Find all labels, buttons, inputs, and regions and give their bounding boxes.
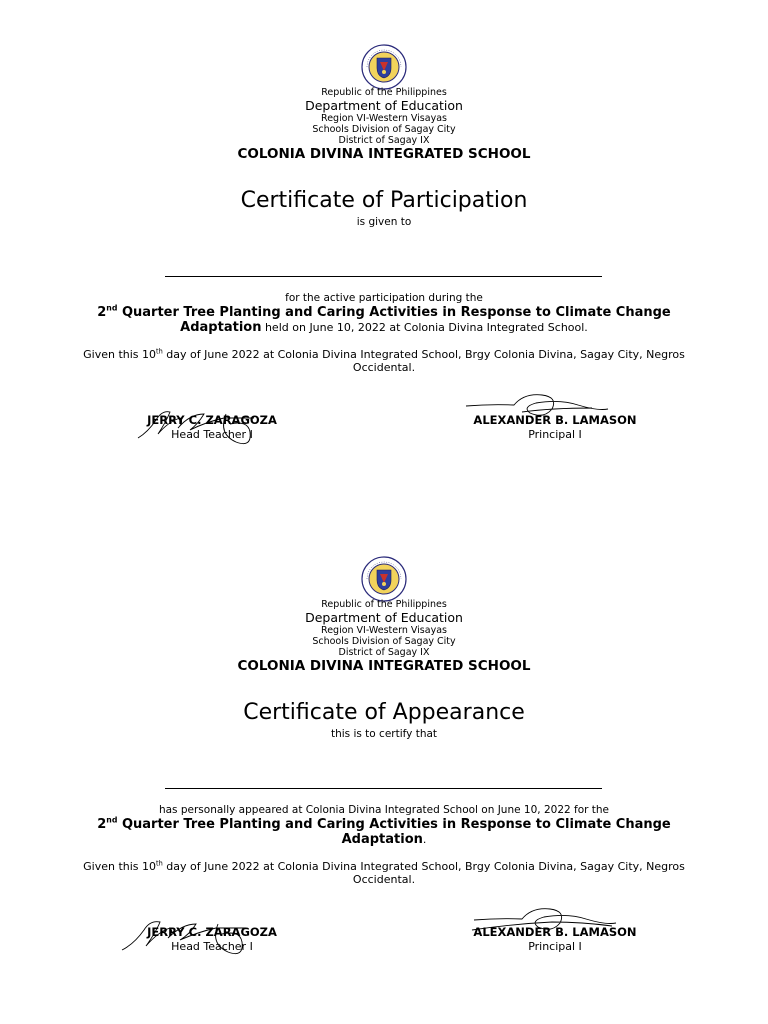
recipient-name-line	[165, 788, 602, 789]
republic-text: Republic of the Philippines	[321, 599, 447, 610]
given-date-line: Given this 10th day of June 2022 at Colonia Divina Integrated School, Brgy Colonia Divina, Sagay City, Negros	[83, 859, 685, 873]
deped-seal-icon	[361, 556, 407, 602]
certificate-title: Certificate of Participation	[240, 188, 528, 213]
signatory-position: Principal I	[528, 428, 582, 441]
given-to-text: is given to	[356, 216, 412, 228]
appearance-intro: has personally appeared at Colonia Divina Integrated School on June 10, 2022 for the	[158, 804, 610, 816]
signatory-position: Principal I	[528, 940, 582, 953]
recipient-name-line	[165, 276, 602, 277]
event-line-1: 2nd Quarter Tree Planting and Caring Activities in Response to Climate Change	[97, 303, 671, 320]
given-date-line-2: Occidental.	[352, 361, 416, 374]
signature-left-icon	[134, 400, 294, 448]
division-text: Schools Division of Sagay City	[312, 636, 456, 647]
region-text: Region VI-Western Visayas	[321, 113, 447, 124]
event-line-1: 2nd Quarter Tree Planting and Caring Activities in Response to Climate Change	[97, 815, 671, 832]
district-text: District of Sagay IX	[338, 647, 430, 658]
event-line-2: Adaptation held on June 10, 2022 at Colonia Divina Integrated School.	[180, 320, 588, 335]
division-text: Schools Division of Sagay City	[312, 124, 456, 135]
republic-text: Republic of the Philippines	[321, 87, 447, 98]
school-name: COLONIA DIVINA INTEGRATED SCHOOL	[237, 658, 531, 674]
signature-right-icon	[470, 906, 630, 940]
department-text: Department of Education	[305, 610, 463, 625]
district-text: District of Sagay IX	[338, 135, 430, 146]
given-date-line: Given this 10th day of June 2022 at Colonia Divina Integrated School, Brgy Colonia Divina, Sagay City, Negros	[83, 347, 685, 361]
signatory-name: JERRY C. ZARAGOZA	[147, 925, 277, 939]
certificate-title: Certificate of Appearance	[243, 700, 525, 725]
event-line-2: Adaptation.	[341, 832, 427, 847]
signatory-name: ALEXANDER B. LAMASON	[473, 413, 637, 427]
given-date-line-2: Occidental.	[352, 873, 416, 886]
signatory-name: ALEXANDER B. LAMASON	[473, 925, 637, 939]
department-text: Department of Education	[305, 98, 463, 113]
region-text: Region VI-Western Visayas	[321, 625, 447, 636]
signatory-position: Head Teacher I	[171, 940, 253, 953]
signature-left-icon	[118, 910, 288, 960]
signatory-position: Head Teacher I	[171, 428, 253, 441]
signatory-name: JERRY C. ZARAGOZA	[147, 413, 277, 427]
certify-text: this is to certify that	[330, 728, 438, 740]
signature-right-icon	[462, 392, 622, 426]
participation-intro: for the active participation during the	[285, 292, 483, 304]
deped-seal-icon	[361, 44, 407, 90]
school-name: COLONIA DIVINA INTEGRATED SCHOOL	[237, 146, 531, 162]
